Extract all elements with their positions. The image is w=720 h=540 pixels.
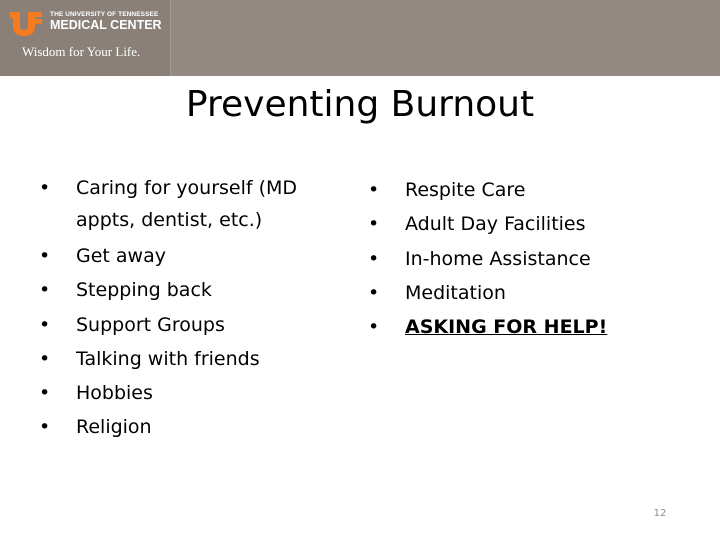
right-bullet-list (365, 173, 695, 344)
list-item: • Meditation (365, 276, 695, 310)
header-band (0, 0, 720, 76)
slide-title: Preventing Burnout (185, 84, 535, 125)
list-item: • Hobbies (36, 376, 336, 410)
list-item: • Stepping back (36, 273, 336, 307)
university-logo (0, 0, 171, 76)
list-item: • Respite Care (365, 173, 695, 207)
list-item: • In-home Assistance (365, 242, 695, 276)
list-item: • Get away (36, 239, 336, 273)
list-item: • Talking with friends (36, 342, 336, 376)
left-bullet-list (36, 173, 336, 445)
page-number: 12 (653, 508, 667, 519)
list-item: • Religion (36, 410, 336, 444)
list-item: • Adult Day Facilities (365, 207, 695, 241)
list-item: • Caring for yourself (MD appts, dentist, etc.) (36, 173, 336, 236)
list-item: • Support Groups (36, 308, 336, 342)
logo-line2: MEDICAL CENTER (50, 18, 162, 32)
ut-logo-icon (8, 10, 44, 38)
list-item-emphasis (365, 310, 695, 344)
logo-line1: THE UNIVERSITY OF TENNESSEE (50, 11, 159, 18)
logo-tagline: Wisdom for Your Life. (22, 44, 141, 59)
asking-for-help-text: ASKING FOR HELP! (405, 316, 608, 339)
